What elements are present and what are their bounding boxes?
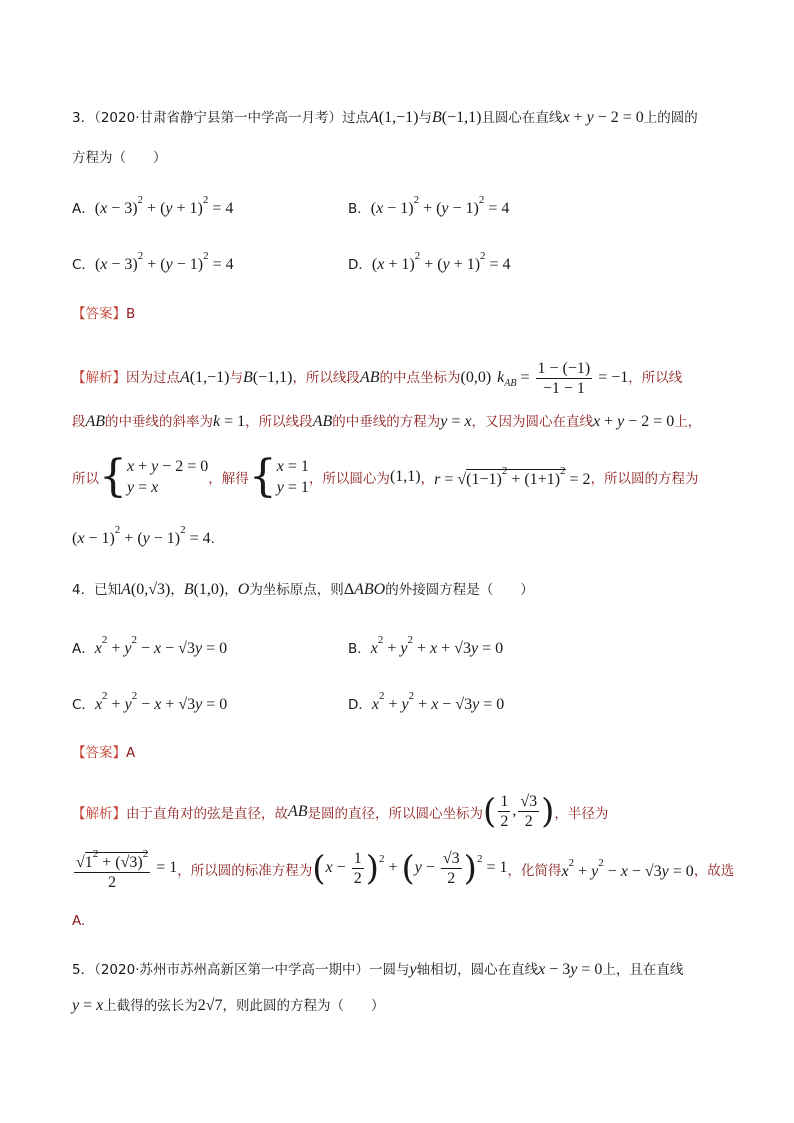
option-formula: $(x - 3)^2 + (y + 1)^2 = 4$ <box>94 194 234 217</box>
analysis-text: 所以 <box>72 471 99 487</box>
q4-stem-text: ， <box>170 582 184 598</box>
analysis-text: ， <box>420 471 435 487</box>
center-coordinates: ( $\frac{1}{2}$ , $\frac{√3}{2}$ ) <box>483 791 555 832</box>
q3-answer <box>72 302 135 322</box>
analysis-text: 因为过点 <box>126 370 180 387</box>
q3-stem-line1 <box>72 106 698 127</box>
option-formula: $x^2 + y^2 + x + √3y = 0$ <box>370 634 504 657</box>
q5-stem-text: ，则此圆的方程为（ ） <box>222 998 385 1014</box>
circle-center: (1,1) <box>389 468 421 485</box>
option-label: C． <box>72 697 95 713</box>
option-formula: $x^2 + y^2 - x + √3y = 0$ <box>94 690 228 713</box>
q3-stem-line2: 方程为（ ） <box>72 150 167 166</box>
point-a: A(1,−1) <box>180 369 230 387</box>
q4-stem-text: 的外接圆方程是（ ） <box>385 582 534 598</box>
q3-option-b <box>348 194 509 218</box>
option-label: D． <box>348 257 372 273</box>
option-label: C． <box>72 257 95 273</box>
standard-equation: (x − $\frac{1}{2}$ )$^2$ + (y − $\frac{√3}{2}$ )$^2$ = 1 <box>312 848 508 889</box>
equation-system: { x + y − 2 = 0 y = x <box>99 451 209 502</box>
option-label: A． <box>72 201 95 217</box>
point-a: A(0,√3) <box>121 581 171 598</box>
analysis-tag: 【解析】 <box>72 370 126 387</box>
solution-system: { x = 1 y = 1 <box>248 451 309 502</box>
analysis-text: ，化简得 <box>507 862 562 879</box>
q5-stem-text: 上，且在直线 <box>602 962 684 978</box>
option-label: B． <box>348 201 371 217</box>
q3-analysis-line3 <box>72 451 699 502</box>
q3-stem-text: 上的圆的 <box>643 110 698 126</box>
analysis-text: ，所以线 <box>628 370 683 387</box>
circle-equation: $(x - 1)^2 + (y - 1)^2 = 4$ <box>72 524 211 547</box>
option-label: A． <box>72 641 95 657</box>
analysis-text: . <box>210 531 215 547</box>
analysis-text: ，半径为 <box>554 805 609 822</box>
analysis-text: ，解得 <box>208 471 249 487</box>
analysis-text: ，又因为圆心在直线 <box>471 414 593 430</box>
analysis-text: 上， <box>674 414 702 430</box>
q4-option-c <box>72 690 227 714</box>
answer-value: B <box>126 306 136 322</box>
line-equation: y = x <box>72 997 104 1014</box>
analysis-text: ，所以线段 <box>292 370 360 387</box>
point-b: B(−1,1) <box>242 369 293 387</box>
answer-tag: 【答案】 <box>72 745 126 761</box>
analysis-text: 的中垂线的方程为 <box>332 414 441 430</box>
analysis-text: ，所以圆的方程为 <box>590 471 699 487</box>
segment-ab: AB <box>312 413 333 430</box>
y-axis: y <box>409 961 417 978</box>
midpoint: (0,0) <box>460 369 492 387</box>
segment-ab: AB <box>288 802 308 820</box>
chord-length: 2√7 <box>197 997 223 1014</box>
analysis-tag: 【解析】 <box>72 805 126 822</box>
analysis-text: 与 <box>229 370 243 387</box>
q4-stem-text: 为坐标原点，则 <box>249 582 344 598</box>
analysis-text: ，故选 <box>693 862 735 879</box>
analysis-text: ，所以圆心为 <box>308 471 390 487</box>
radius-formula: $\frac{√1^2 + (√3)^2}{2}$ = 1 <box>76 848 178 891</box>
q5-stem-line2 <box>72 994 385 1015</box>
q3-option-a <box>72 194 233 218</box>
q4-option-d <box>348 690 504 714</box>
q5-stem-text: 上截得的弦长为 <box>103 998 198 1014</box>
analysis-text: 的中垂线的斜率为 <box>105 414 214 430</box>
option-label: B． <box>348 641 371 657</box>
segment-ab: AB <box>85 413 106 430</box>
option-formula: $(x + 1)^2 + (y + 1)^2 = 4$ <box>371 250 511 273</box>
q3-analysis-line4 <box>72 524 215 548</box>
slope-value: k = 1 <box>213 413 246 430</box>
point-b: B(−1,1) <box>431 109 482 126</box>
q4-stem-text: ， <box>224 582 238 598</box>
option-formula: $x^2 + y^2 + x - √3y = 0$ <box>371 690 505 713</box>
q3-stem-text: 且圆心在直线 <box>481 110 563 126</box>
q4-analysis-line2 <box>72 846 734 891</box>
q5-stem-prefix: 5．（2020·苏州市苏州高新区第一中学高一期中）一圆与 <box>72 962 410 978</box>
q4-analysis-line1 <box>72 793 608 830</box>
q4-option-a <box>72 634 227 658</box>
q4-option-b <box>348 634 503 658</box>
point-a: A(1,−1) <box>369 109 419 126</box>
q5-stem-text: 轴相切，圆心在直线 <box>416 962 539 978</box>
radius-formula: $r = √(1-1)^2 + (1+1)^2 = 2$ <box>434 465 591 488</box>
option-formula: $(x - 1)^2 + (y - 1)^2 = 4$ <box>370 194 510 217</box>
q3-analysis-line2 <box>72 410 701 431</box>
q5-stem-line1 <box>72 958 683 979</box>
analysis-text: 段 <box>72 414 86 430</box>
line-equation: x + y − 2 = 0 <box>562 109 644 126</box>
analysis-text: ，所以线段 <box>245 414 313 430</box>
q4-stem-prefix: 4．已知 <box>72 582 122 598</box>
line-equation: x + y − 2 = 0 <box>592 413 675 430</box>
simplified-equation: $x^2 + y^2 - x - √3y = 0$ <box>561 856 694 880</box>
analysis-text: 由于直角对的弦是直径，故 <box>126 805 288 822</box>
analysis-text: 的中点坐标为 <box>379 370 461 387</box>
option-formula: $(x - 3)^2 + (y - 1)^2 = 4$ <box>94 250 234 273</box>
q4-stem <box>72 578 534 599</box>
analysis-text: ，所以圆的标准方程为 <box>177 862 313 879</box>
bisector-equation: y = x <box>440 413 472 430</box>
q3-stem-text: 与 <box>418 110 432 126</box>
q4-analysis-line3: A. <box>72 913 86 929</box>
q3-stem-prefix: 3．（2020·甘肃省静宁县第一中学高一月考）过点 <box>72 110 369 126</box>
point-o: O <box>237 581 250 598</box>
point-b: B(1,0) <box>183 581 225 598</box>
analysis-text: 是圆的直径，所以圆心坐标为 <box>307 805 484 822</box>
answer-value: A <box>126 745 136 761</box>
triangle-abo: ΔABO <box>343 581 386 598</box>
line-equation: x − 3y = 0 <box>538 961 603 978</box>
option-formula: $x^2 + y^2 - x - √3y = 0$ <box>94 634 228 657</box>
q3-analysis-line1 <box>72 360 682 397</box>
segment-ab: AB <box>359 369 380 387</box>
answer-tag: 【答案】 <box>72 306 126 322</box>
q3-option-d <box>348 250 511 274</box>
q4-answer <box>72 741 135 761</box>
slope-formula: $k_{AB}$ = $\frac{1 - (-1)}{-1 - 1}$ = −1 <box>497 360 629 397</box>
q3-option-c <box>72 250 234 274</box>
option-label: D． <box>348 697 372 713</box>
